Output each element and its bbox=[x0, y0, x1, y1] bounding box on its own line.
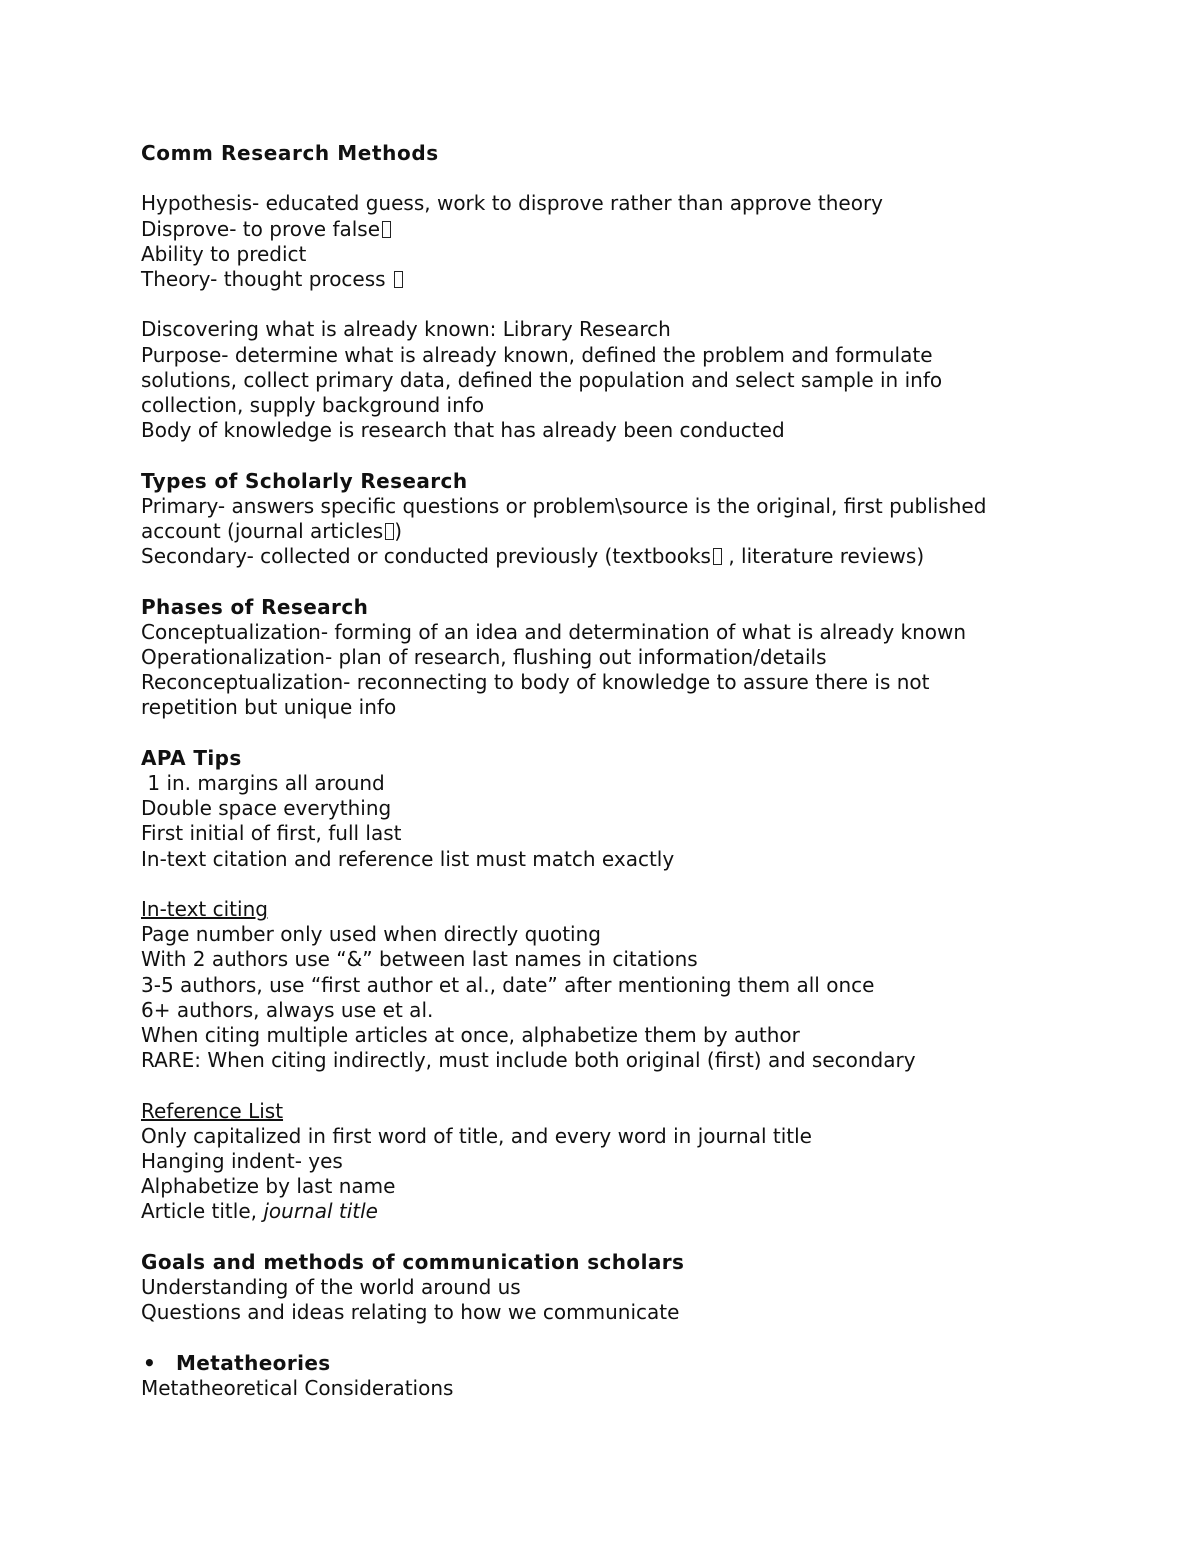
apa-line-3: First initial of first, full last bbox=[141, 821, 402, 846]
metatheories-bullet-item bbox=[141, 1351, 1101, 1376]
intext-line-2: With 2 authors use “&” between last names in citations bbox=[141, 947, 698, 972]
blank-line bbox=[141, 1073, 1101, 1098]
reflist-line-4a: Article title, bbox=[141, 1199, 264, 1224]
missing-glyph-icon bbox=[385, 523, 394, 540]
predict-line: Ability to predict bbox=[141, 241, 307, 266]
scholarly-line-3a: Secondary- collected or conducted previously (textbooks bbox=[141, 544, 711, 569]
scholarly-line-3b: , literature reviews) bbox=[721, 544, 925, 569]
intext-line-6: RARE: When citing indirectly, must include both original (first) and secondary bbox=[141, 1048, 916, 1073]
phases-heading: Phases of Research bbox=[141, 594, 369, 619]
blank-line bbox=[141, 872, 1101, 897]
apa-line-4: In-text citation and reference list must match exactly bbox=[141, 846, 675, 871]
intext-line-1: Page number only used when directly quoting bbox=[141, 922, 601, 947]
intext-line-3: 3-5 authors, use “first author et al., date” after mentioning them all once bbox=[141, 972, 875, 997]
goals-line-2: Questions and ideas relating to how we communicate bbox=[141, 1300, 680, 1325]
disprove-text: Disprove- to prove false bbox=[141, 216, 381, 241]
phases-line-4: repetition but unique info bbox=[141, 695, 397, 720]
missing-glyph-icon bbox=[382, 221, 391, 238]
library-line-2: Purpose- determine what is already known, defined the problem and formulate bbox=[141, 342, 933, 367]
reflist-heading: Reference List bbox=[141, 1098, 284, 1123]
bullet-icon: • bbox=[143, 1350, 157, 1375]
theory-text: Theory- thought process bbox=[141, 267, 392, 291]
document-page bbox=[141, 141, 1101, 1401]
reflist-line-2: Hanging indent- yes bbox=[141, 1149, 343, 1174]
scholarly-line-2 bbox=[141, 519, 1101, 544]
blank-line bbox=[141, 443, 1101, 468]
scholarly-line-2a: account (journal articles bbox=[141, 519, 384, 543]
library-line-3: solutions, collect primary data, defined the population and select sample in info bbox=[141, 367, 943, 392]
missing-glyph-icon bbox=[394, 271, 403, 288]
blank-line bbox=[141, 292, 1101, 317]
phases-line-3: Reconceptualization- reconnecting to body of knowledge to assure there is not bbox=[141, 670, 930, 695]
reflist-line-3: Alphabetize by last name bbox=[141, 1174, 396, 1199]
hypothesis-line: Hypothesis- educated guess, work to disprove rather than approve theory bbox=[141, 191, 884, 216]
scholarly-heading: Types of Scholarly Research bbox=[141, 468, 468, 493]
theory-line bbox=[141, 267, 1101, 292]
document-title: Comm Research Methods bbox=[141, 141, 439, 165]
phases-line-1: Conceptualization- forming of an idea and determination of what is already known bbox=[141, 619, 967, 644]
library-line-1: Discovering what is already known: Library Research bbox=[141, 317, 671, 342]
intext-heading: In-text citing bbox=[141, 897, 268, 921]
apa-line-1: 1 in. margins all around bbox=[141, 771, 385, 795]
intext-line-5: When citing multiple articles at once, alphabetize them by author bbox=[141, 1023, 800, 1048]
blank-line bbox=[141, 721, 1101, 746]
reflist-line-4b: journal title bbox=[263, 1199, 378, 1224]
missing-glyph-icon bbox=[713, 548, 722, 565]
phases-line-2: Operationalization- plan of research, flushing out information/details bbox=[141, 645, 827, 669]
scholarly-line-2b: ) bbox=[394, 519, 402, 543]
goals-line-1: Understanding of the world around us bbox=[141, 1275, 521, 1300]
intext-line-4: 6+ authors, always use et al. bbox=[141, 997, 434, 1022]
apa-line-2: Double space everything bbox=[141, 796, 392, 821]
reflist-line-4 bbox=[141, 1199, 1101, 1224]
reflist-line-1: Only capitalized in first word of title, and every word in journal title bbox=[141, 1123, 812, 1148]
scholarly-line-3 bbox=[141, 544, 1101, 569]
meta-line-1: Metatheoretical Considerations bbox=[141, 1375, 454, 1400]
blank-line bbox=[141, 1225, 1101, 1250]
blank-line bbox=[141, 1325, 1101, 1350]
scholarly-line-1: Primary- answers specific questions or problem\source is the original, first published bbox=[141, 493, 987, 518]
disprove-line bbox=[141, 217, 1101, 242]
metatheories-heading: Metatheories bbox=[176, 1350, 331, 1375]
blank-line bbox=[141, 166, 1101, 191]
goals-heading: Goals and methods of communication scholars bbox=[141, 1249, 685, 1274]
apa-heading: APA Tips bbox=[141, 745, 242, 770]
library-line-4: collection, supply background info bbox=[141, 393, 485, 417]
blank-line bbox=[141, 569, 1101, 594]
library-line-5: Body of knowledge is research that has already been conducted bbox=[141, 418, 785, 443]
